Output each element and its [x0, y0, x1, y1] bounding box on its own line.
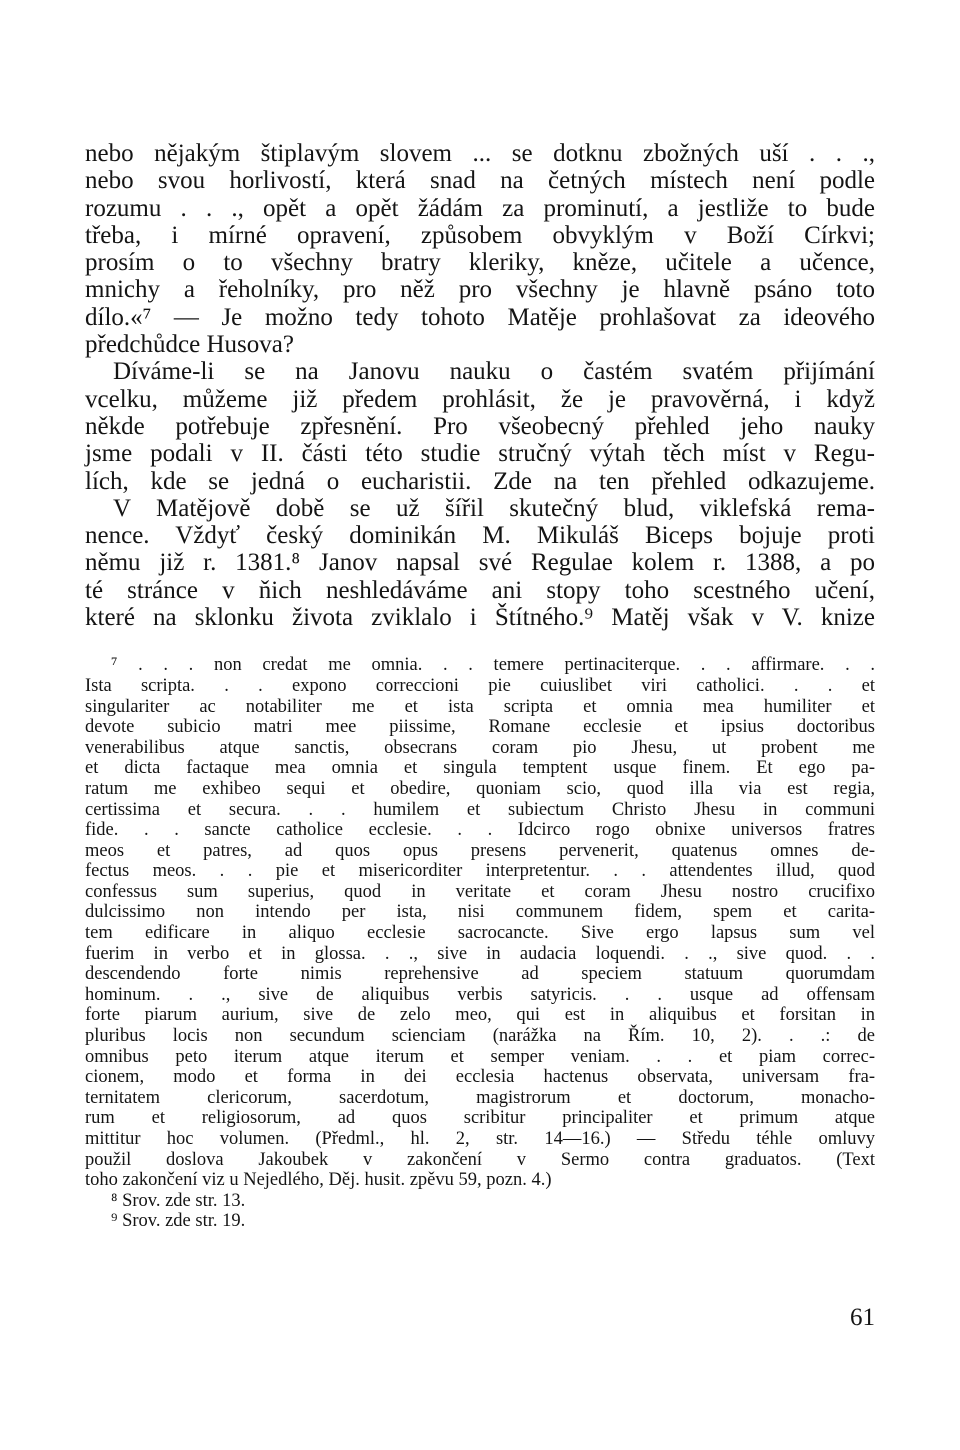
text-line: třeba, i mírné opravení, způsobem obvyklým v Boží Církvi;	[85, 221, 875, 249]
footnote-line: Ista scripta. . . expono correccioni pie cuiuslibet viri catholici. . . et	[85, 675, 875, 696]
text-line: němu již r. 1381.⁸ Janov napsal své Regulae kolem r. 1388, a po	[85, 549, 875, 577]
footnote-line: ternitatem clericorum, sacerdotum, magistrorum et doctorum, monacho-	[85, 1087, 875, 1108]
footnote-line: descendendo forte nimis reprehensive ad speciem statuum quorumdam	[85, 964, 875, 985]
footnote-line: použil doslova Jakoubek v zakončení v Sermo contra graduatos. (Text	[85, 1149, 875, 1170]
footnote-line: dulcissimo non intendo per ista, nisi communem fidem, spem et carita-	[85, 902, 875, 923]
footnote-7	[85, 655, 875, 1190]
footnote-line: toho zakončení viz u Nejedlého, Děj. husit. zpěvu 59, pozn. 4.)	[85, 1170, 552, 1191]
page-number: 61	[850, 1304, 875, 1331]
footnote-line: meos et patres, ad quos opus presens pervenerit, quatenus omnes de-	[85, 840, 875, 861]
footnote-line: et dicta factaque mea omnia et singula temptent usque finem. Et ego pa-	[85, 758, 875, 779]
footnote-9: ⁹ Srov. zde str. 19.	[111, 1211, 246, 1232]
footnote-line: tem edificare in aliquo ecclesie sacrocancte. Sive ergo lapsus sum vel	[85, 923, 875, 944]
footnote-line: venerabilibus atque sanctis, obsecrans coram pio Jhesu, ut probent me	[85, 737, 875, 758]
footnote-line: pluribus locis non secundum scienciam (narážka na Řím. 10, 2). . .: de	[85, 1026, 875, 1047]
footnote-line: mittitur hoc volumen. (Předml., hl. 2, str. 14—16.) — Středu téhle omluvy	[85, 1129, 875, 1149]
text-line: které na sklonku života zviklalo i Štítného.⁹ Matěj však v V. knize	[85, 604, 875, 632]
footnote-8: ⁸ Srov. zde str. 13.	[111, 1190, 246, 1211]
footnote-line: devote subicio matri mee piissime, Romane ecclesie et ipsius doctoribus	[85, 717, 875, 738]
text-line: nebo svou horlivostí, která snad na četných místech není podle	[85, 167, 875, 195]
text-line: jsme podali v II. části této studie stručný výtah těch míst v Regu-	[85, 440, 875, 468]
footnote-line: forte piarum aurium, sive de zelo meo, qui est in aliquibus et forsitan in	[85, 1005, 875, 1026]
footnote-line: certissima et secura. . . humilem et subiectum Christo Jhesu in communi	[85, 799, 875, 820]
text-line: Díváme-li se na Janovu nauku o častém svatém přijímání	[113, 358, 875, 386]
footnote-line: fide. . . sancte catholice ecclesie. . . Idcirco rogo obnixe universos fratres	[85, 820, 875, 841]
footnote-line: fectus meos. . . pie et misericorditer interpretentur. . . attendentes illud, quod	[85, 861, 875, 882]
footnote-line: cionem, modo et forma in dei ecclesia hactenus observata, universam fra-	[85, 1067, 875, 1088]
text-line: mnichy a řeholníky, pro něž pro všechny je hlavně psáno toto	[85, 276, 875, 304]
footnote-line: hominum. . ., sive de aliquibus verbis satyricis. . . usque ad offensam	[85, 984, 875, 1005]
footnotes	[85, 655, 875, 1232]
text-line: prosím o to všechny bratry kleriky, kněze, učitele a učence,	[85, 249, 875, 277]
footnote-line: confessus sum superius, quod in veritate et coram Jhesu nostro crucifixo	[85, 881, 875, 902]
footnote-line: singulariter ac notabiliter me et ista scripta et omnia mea humiliter et	[85, 696, 875, 717]
text-line: předchůdce Husova?	[85, 331, 294, 359]
text-line: vcelku, můžeme již předem prohlásit, že je pravověrná, i když	[85, 385, 875, 413]
text-line: rozumu . . ., opět a opět žádám za prominutí, a jestliže to bude	[85, 194, 875, 222]
text-line: dílo.«⁷ — Je možno tedy tohoto Matěje prohlašovat za ideového	[85, 303, 875, 331]
footnote-line: rum et religiosorum, ad quos scribitur principaliter et primum atque	[85, 1108, 875, 1129]
text-line: lích, kde se jedná o eucharistii. Zde na ten přehled odkazujeme.	[85, 467, 875, 495]
footnote-line: ⁷ . . . non credat me omnia. . . temere pertinaciterque. . . affirmare. . .	[111, 655, 875, 676]
text-line: té stránce v ňich neshledáváme ani stopy toho scestného učení,	[85, 576, 875, 604]
text-line: nence. Vždyť český dominikán M. Mikuláš Biceps bojuje proti	[85, 522, 875, 550]
main-text	[85, 140, 875, 631]
text-line: někde potřebuje zpřesnění. Pro všeobecný přehled jeho nauky	[85, 412, 875, 440]
page-body	[85, 140, 875, 1232]
footnote-line: ratum me exhibeo sequi et obedire, quoniam scio, quod illa via est regia,	[85, 778, 875, 799]
text-line: nebo nějakým štiplavým slovem ... se dotknu zbožných uší . . .,	[85, 140, 875, 167]
footnote-line: fuerim in verbo et in glossa. . ., sive in audacia loquendi. . ., sive quod. . .	[85, 943, 875, 964]
text-line: V Matějově době se už šířil skutečný blud, viklefská rema-	[113, 494, 875, 522]
footnote-line: omnibus peto iterum atque iterum et semper veniam. . . et piam correc-	[85, 1046, 875, 1067]
